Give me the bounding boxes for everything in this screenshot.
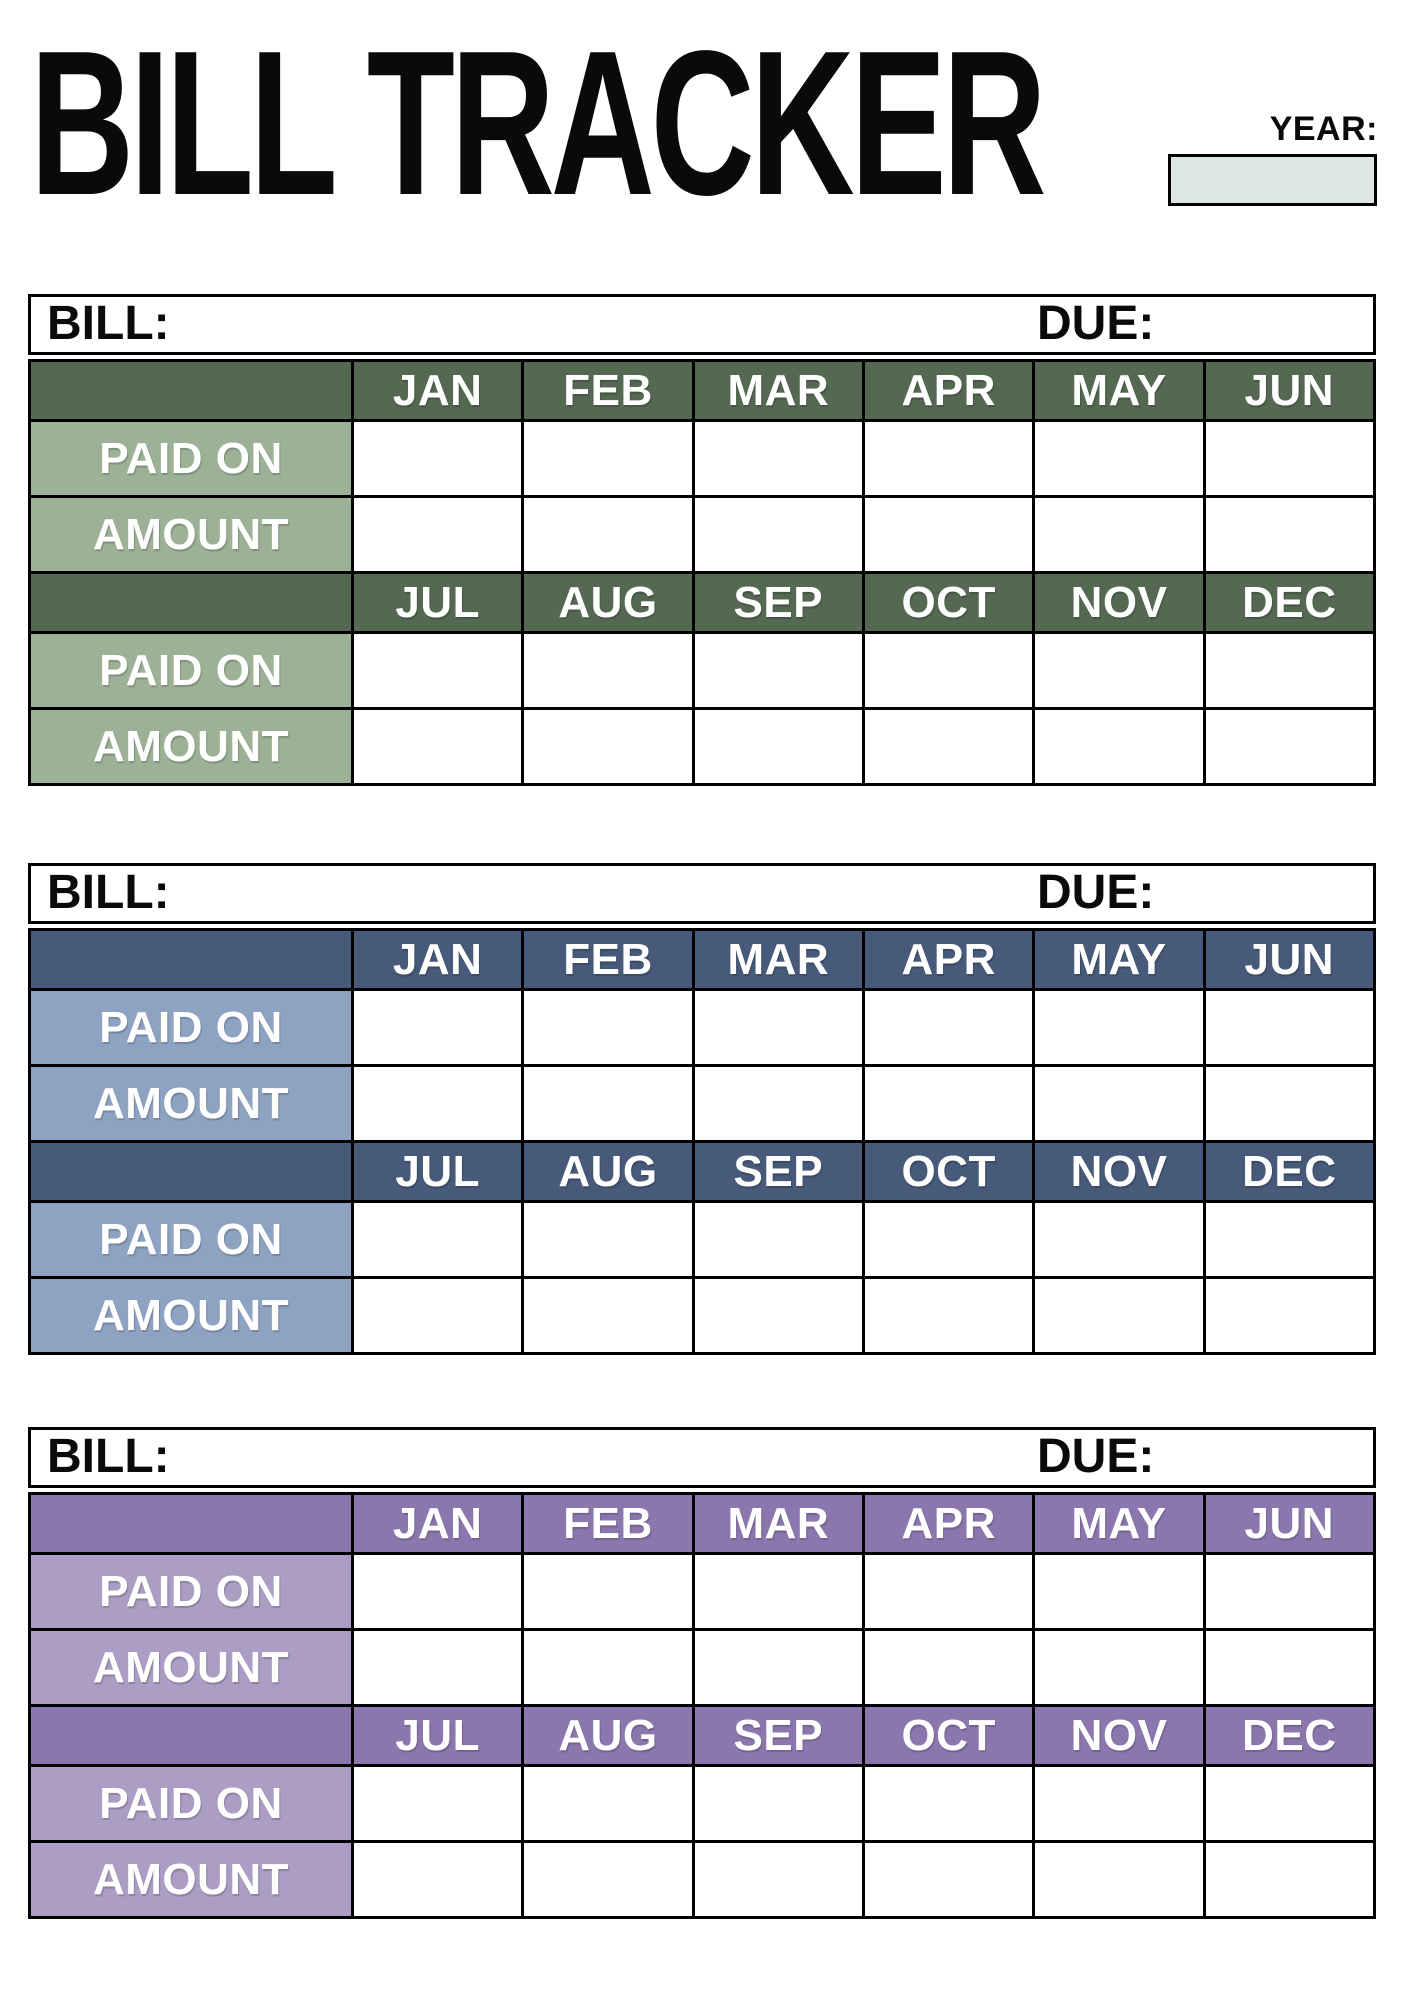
- month-header-dec: DEC: [1206, 574, 1373, 631]
- amount-cell[interactable]: [865, 1631, 1032, 1704]
- paid-on-cell[interactable]: [865, 422, 1032, 495]
- month-header-may: MAY: [1035, 362, 1202, 419]
- month-grid: [28, 928, 1376, 1355]
- amount-cell[interactable]: [354, 710, 521, 783]
- amount-cell[interactable]: [1035, 498, 1202, 571]
- bill-label: BILL:: [47, 297, 170, 350]
- paid-on-cell[interactable]: [524, 991, 691, 1064]
- amount-cell[interactable]: [354, 1631, 521, 1704]
- paid-on-cell[interactable]: [1035, 1767, 1202, 1840]
- month-header-jul: JUL: [354, 1707, 521, 1764]
- amount-cell[interactable]: [695, 1843, 862, 1916]
- paid-on-cell[interactable]: [1206, 1555, 1373, 1628]
- paid-on-cell[interactable]: [1206, 1767, 1373, 1840]
- paid-on-label: PAID ON: [31, 1767, 351, 1840]
- paid-on-cell[interactable]: [354, 422, 521, 495]
- paid-on-cell[interactable]: [354, 1555, 521, 1628]
- month-header-oct: OCT: [865, 574, 1032, 631]
- year-label: YEAR:: [1269, 110, 1378, 148]
- amount-cell[interactable]: [1206, 710, 1373, 783]
- month-header-oct: OCT: [865, 1143, 1032, 1200]
- month-header-mar: MAR: [695, 1495, 862, 1552]
- paid-on-cell[interactable]: [1206, 991, 1373, 1064]
- amount-label: AMOUNT: [31, 1843, 351, 1916]
- amount-cell[interactable]: [1206, 1067, 1373, 1140]
- paid-on-cell[interactable]: [695, 634, 862, 707]
- amount-cell[interactable]: [524, 498, 691, 571]
- month-header-feb: FEB: [524, 931, 691, 988]
- amount-cell[interactable]: [1206, 1279, 1373, 1352]
- month-header-may: MAY: [1035, 931, 1202, 988]
- due-date-field[interactable]: [1166, 1430, 1365, 1485]
- amount-cell[interactable]: [1035, 1843, 1202, 1916]
- month-header-jun: JUN: [1206, 362, 1373, 419]
- corner-cell: [31, 362, 351, 419]
- amount-cell[interactable]: [865, 498, 1032, 571]
- amount-cell[interactable]: [865, 1067, 1032, 1140]
- month-header-jul: JUL: [354, 1143, 521, 1200]
- amount-cell[interactable]: [1206, 1631, 1373, 1704]
- corner-cell: [31, 1143, 351, 1200]
- amount-cell[interactable]: [1035, 1279, 1202, 1352]
- paid-on-cell[interactable]: [865, 1767, 1032, 1840]
- month-grid: [28, 1492, 1376, 1919]
- corner-cell: [31, 574, 351, 631]
- paid-on-cell[interactable]: [1206, 1203, 1373, 1276]
- page-title: BILL TRACKER: [30, 8, 1043, 238]
- bill-due-header-row: [28, 294, 1376, 355]
- tracker-table-green: [28, 294, 1376, 786]
- amount-cell[interactable]: [695, 1279, 862, 1352]
- paid-on-cell[interactable]: [865, 991, 1032, 1064]
- amount-cell[interactable]: [1035, 1067, 1202, 1140]
- paid-on-cell[interactable]: [524, 634, 691, 707]
- paid-on-cell[interactable]: [1035, 1203, 1202, 1276]
- corner-cell: [31, 1707, 351, 1764]
- month-header-jan: JAN: [354, 362, 521, 419]
- bill-due-header-row: [28, 1427, 1376, 1488]
- paid-on-cell[interactable]: [865, 1203, 1032, 1276]
- paid-on-cell[interactable]: [1035, 634, 1202, 707]
- amount-label: AMOUNT: [31, 1067, 351, 1140]
- paid-on-cell[interactable]: [524, 422, 691, 495]
- amount-cell[interactable]: [1206, 498, 1373, 571]
- month-header-mar: MAR: [695, 362, 862, 419]
- month-header-nov: NOV: [1035, 574, 1202, 631]
- amount-cell[interactable]: [695, 498, 862, 571]
- due-date-field[interactable]: [1166, 297, 1365, 352]
- due-label: DUE:: [1037, 1430, 1155, 1483]
- amount-cell[interactable]: [695, 1067, 862, 1140]
- month-header-jun: JUN: [1206, 1495, 1373, 1552]
- amount-cell[interactable]: [354, 1843, 521, 1916]
- paid-on-label: PAID ON: [31, 1203, 351, 1276]
- due-label: DUE:: [1037, 866, 1155, 919]
- amount-cell[interactable]: [524, 710, 691, 783]
- amount-cell[interactable]: [354, 498, 521, 571]
- month-header-apr: APR: [865, 362, 1032, 419]
- paid-on-cell[interactable]: [695, 1555, 862, 1628]
- month-header-aug: AUG: [524, 574, 691, 631]
- corner-cell: [31, 1495, 351, 1552]
- month-header-sep: SEP: [695, 574, 862, 631]
- amount-label: AMOUNT: [31, 1631, 351, 1704]
- paid-on-cell[interactable]: [1206, 422, 1373, 495]
- amount-cell[interactable]: [865, 1843, 1032, 1916]
- month-header-feb: FEB: [524, 362, 691, 419]
- month-header-apr: APR: [865, 931, 1032, 988]
- corner-cell: [31, 931, 351, 988]
- due-label: DUE:: [1037, 297, 1155, 350]
- month-header-jan: JAN: [354, 1495, 521, 1552]
- amount-label: AMOUNT: [31, 1279, 351, 1352]
- month-header-jan: JAN: [354, 931, 521, 988]
- amount-cell[interactable]: [1035, 1631, 1202, 1704]
- paid-on-cell[interactable]: [354, 991, 521, 1064]
- amount-cell[interactable]: [354, 1279, 521, 1352]
- paid-on-cell[interactable]: [695, 422, 862, 495]
- bill-due-header-row: [28, 863, 1376, 924]
- amount-cell[interactable]: [524, 1843, 691, 1916]
- tracker-table-blue: [28, 863, 1376, 1355]
- paid-on-cell[interactable]: [524, 1555, 691, 1628]
- month-header-jun: JUN: [1206, 931, 1373, 988]
- month-header-sep: SEP: [695, 1707, 862, 1764]
- amount-cell[interactable]: [1206, 1843, 1373, 1916]
- amount-cell[interactable]: [524, 1067, 691, 1140]
- year-input-box[interactable]: [1168, 154, 1377, 206]
- paid-on-label: PAID ON: [31, 634, 351, 707]
- bill-name-field[interactable]: [191, 297, 1021, 352]
- month-header-apr: APR: [865, 1495, 1032, 1552]
- month-header-feb: FEB: [524, 1495, 691, 1552]
- paid-on-cell[interactable]: [695, 1203, 862, 1276]
- paid-on-cell[interactable]: [1206, 634, 1373, 707]
- amount-cell[interactable]: [524, 1279, 691, 1352]
- bill-name-field[interactable]: [191, 866, 1021, 921]
- month-header-may: MAY: [1035, 1495, 1202, 1552]
- amount-cell[interactable]: [524, 1631, 691, 1704]
- paid-on-cell[interactable]: [354, 634, 521, 707]
- amount-label: AMOUNT: [31, 710, 351, 783]
- tracker-table-purple: [28, 1427, 1376, 1919]
- month-header-sep: SEP: [695, 1143, 862, 1200]
- paid-on-cell[interactable]: [1035, 1555, 1202, 1628]
- month-header-mar: MAR: [695, 931, 862, 988]
- amount-cell[interactable]: [1035, 710, 1202, 783]
- amount-label: AMOUNT: [31, 498, 351, 571]
- paid-on-cell[interactable]: [865, 634, 1032, 707]
- paid-on-cell[interactable]: [1035, 422, 1202, 495]
- bill-name-field[interactable]: [191, 1430, 1021, 1485]
- month-header-dec: DEC: [1206, 1143, 1373, 1200]
- paid-on-label: PAID ON: [31, 991, 351, 1064]
- paid-on-cell[interactable]: [695, 991, 862, 1064]
- month-header-aug: AUG: [524, 1707, 691, 1764]
- paid-on-cell[interactable]: [695, 1767, 862, 1840]
- paid-on-cell[interactable]: [524, 1767, 691, 1840]
- amount-cell[interactable]: [695, 1631, 862, 1704]
- paid-on-cell[interactable]: [354, 1203, 521, 1276]
- month-header-jul: JUL: [354, 574, 521, 631]
- bill-label: BILL:: [47, 866, 170, 919]
- paid-on-cell[interactable]: [524, 1203, 691, 1276]
- paid-on-label: PAID ON: [31, 1555, 351, 1628]
- amount-cell[interactable]: [354, 1067, 521, 1140]
- paid-on-cell[interactable]: [1035, 991, 1202, 1064]
- month-header-dec: DEC: [1206, 1707, 1373, 1764]
- paid-on-label: PAID ON: [31, 422, 351, 495]
- month-grid: [28, 359, 1376, 786]
- month-header-aug: AUG: [524, 1143, 691, 1200]
- month-header-nov: NOV: [1035, 1143, 1202, 1200]
- bill-label: BILL:: [47, 1430, 170, 1483]
- amount-cell[interactable]: [865, 1279, 1032, 1352]
- paid-on-cell[interactable]: [865, 1555, 1032, 1628]
- amount-cell[interactable]: [865, 710, 1032, 783]
- month-header-nov: NOV: [1035, 1707, 1202, 1764]
- amount-cell[interactable]: [695, 710, 862, 783]
- paid-on-cell[interactable]: [354, 1767, 521, 1840]
- month-header-oct: OCT: [865, 1707, 1032, 1764]
- due-date-field[interactable]: [1166, 866, 1365, 921]
